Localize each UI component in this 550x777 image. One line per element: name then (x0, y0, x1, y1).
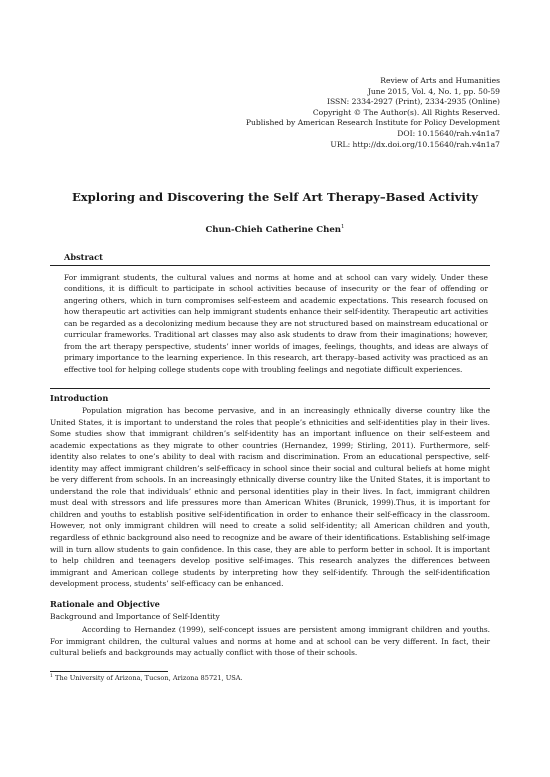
footnote-rule (50, 671, 168, 672)
paper-title: Exploring and Discovering the Self Art Therapy–Based Activity (71, 190, 479, 204)
rationale-heading: Rationale and Objective (50, 599, 160, 609)
abstract-bottom-rule (50, 388, 490, 389)
background-subheading: Background and Importance of Self-Identity (50, 612, 220, 621)
rationale-text: According to Hernandez (1999), self-concept issues are persistent among immigrant children and youths. For immigrant children, the cultural values and norms at home and at school can be very different. In fact, their cultural beliefs and backgrounds may actually conflict with those of their schools. (50, 625, 490, 658)
footnote-text: The University of Arizona, Tucson, Arizona 85721, USA. (55, 674, 243, 682)
journal-issn: ISSN: 2334-2927 (Print), 2334-2935 (Online) (326, 97, 500, 107)
publisher-line: Published by American Research Institute for Policy Development (245, 118, 500, 128)
journal-header (246, 76, 500, 150)
abstract-text: For immigrant students, the cultural values and norms at home and at school can vary widely. Under these conditions, it is difficult to participate in school activities because of insecurity or the fear of offending or angering others, which in turn compromises self-esteem and academic expectations. This research focused on how therapeutic art activities can help immigrant students enhance their self-identity. Therapeutic art activities can be regarded as a decolonizing medium because they are not structured based on mainstream educational or curricular frameworks. Traditional art classes may also ask students to draw from their imaginations; however, from the art therapy perspective, students’ inner worlds of images, feelings, thoughts, and ideas are always of primary importance to the learning experience. In this research, art therapy–based activity was practiced as an effective tool for helping college students cope with troubling feelings and negotiate difficult experiences. (64, 273, 488, 374)
copyright-line: Copyright © The Author(s). All Rights Reserved. (312, 107, 500, 117)
journal-issue: June 2015, Vol. 4, No. 1, pp. 50-59 (367, 86, 500, 96)
url-line: URL: http://dx.doi.org/10.15640/rah.v4n1a7 (330, 139, 500, 149)
journal-name: Review of Arts and Humanities (380, 76, 500, 85)
introduction-text: Population migration has become pervasive, and in an increasingly ethnically diverse country like the United States, it is important to understand the roles that people’s ethnicities and self-identities play in their lives. Some studies show that immigrant children’s self-identity has an important influence on their self-esteem and academic expectations as they migrate to other countries (Hernandez, 1999; Stirling, 2011). Furthermore, self-identity also relates to one’s ability to deal with racism and discrimination. From an educational perspective, self-identity may affect immigrant children’s self-efficacy in school since their social and cultural beliefs at home might be very different from schools. In an increasingly ethnically diverse country like the United States, it is important to understand the role that individuals’ ethnic and personal identities play in their lives. In fact, immigrant children must deal with stressors and life pressures more than American Whites (Brunick, 1999).Thus, it is important for children and youths to establish positive self-identification in order to enhance their self-efficacy in the classroom. However, not only immigrant children will need to create a solid self-identity; all American children and youth, regardless of ethnic background also need to recognize and be aware of their identifications. Establishing self-image will in turn allow students to gain confidence. In this case, they are able to perform better in school. It is important to help children and teenagers develop positive self-images. This research analyzes the differences between immigrant and American college students by interpreting how they self-identify. Through the self-identification development process, students’ self-efficacy can be enhanced. (50, 406, 490, 589)
footnote-mark: 1 (50, 674, 53, 679)
introduction-heading: Introduction (50, 393, 109, 403)
author-line (0, 224, 550, 235)
doi-line: DOI: 10.15640/rah.v4n1a7 (397, 128, 500, 138)
footnote (50, 674, 243, 682)
abstract-heading: Abstract (64, 252, 103, 262)
author-name: Chun-Chieh Catherine Chen (205, 225, 342, 235)
abstract-top-rule (50, 265, 490, 266)
author-footnote-mark: 1 (341, 224, 345, 230)
